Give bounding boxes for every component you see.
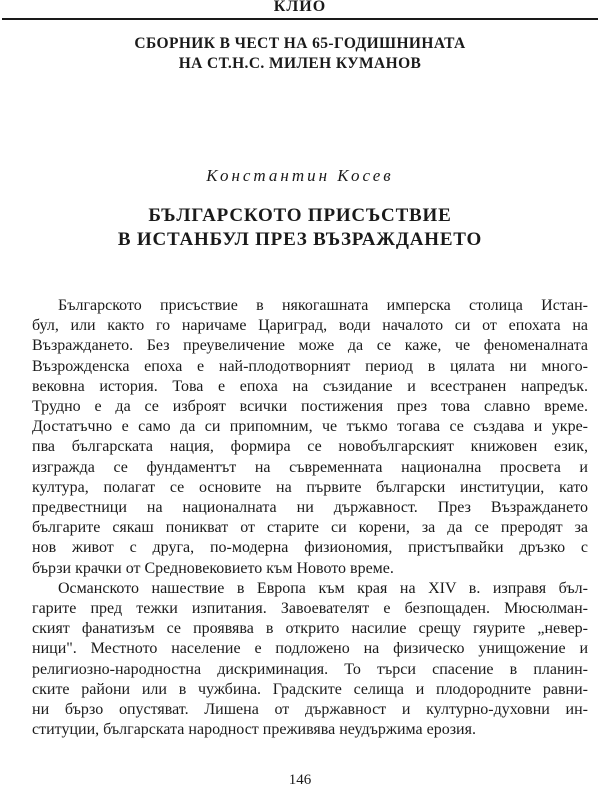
page-number: 146 — [288, 772, 312, 788]
body-line: култура, полагат се основите на първите български институции, като — [32, 478, 588, 496]
body-line: Възраждането. Без преувеличение може да се каже, че феноменалната — [32, 337, 588, 355]
body-line: бързи крачки от Средновековието към Новото време. — [32, 559, 394, 577]
body-line: Българското присъствие в някогашната имперска столица Истан- — [58, 297, 588, 314]
article-title-line: В ИСТАНБУЛ ПРЕЗ ВЪЗРАЖДАНЕТО — [117, 229, 483, 250]
article-body — [32, 296, 588, 740]
header-rule — [2, 18, 598, 20]
body-line: ституции, българската народност преживява неудържима ерозия. — [32, 721, 476, 739]
body-line: ници". Местното население е подложено на физическо унищожение и — [32, 640, 588, 658]
article-title-line: БЪЛГАРСКОТО ПРИСЪСТВИЕ — [148, 205, 452, 226]
body-line: вековна история. Това е епоха на съзидание и всестранен напредък. — [32, 377, 588, 395]
body-line: ският фанатизъм се проявява в открито насилие срещу гяурите „невер- — [32, 620, 588, 638]
body-line: бул, или както го наричаме Цариград, води началото си от епохата на — [32, 317, 588, 335]
collection-title — [0, 34, 600, 74]
body-line: нов живот с друга, по-модерна физиономия, пристъпвайки дръзко с — [32, 539, 588, 557]
body-line: религиозно-народностна дискриминация. То търси спасение в планин- — [32, 660, 588, 678]
article-author: Константин Косев — [206, 166, 394, 185]
collection-title-line: НА СТ.Н.С. МИЛЕН КУМАНОВ — [178, 55, 422, 72]
body-line: Възрожденска епоха е най-плодотворният период в цялата ни многo- — [32, 357, 588, 375]
body-line: гарите пред тежки изпитания. Завоевателят е безпощаден. Мюсюлман- — [32, 600, 588, 618]
body-line: пва българската нация, формира се новобългарският книжовен език, — [32, 438, 588, 456]
body-line: Достатъчно е само да си припомним, че тъкмо тогава се създава и укре- — [32, 418, 588, 436]
body-line: ските райони или в чужбина. Градските селища и плодородните равни- — [32, 680, 588, 698]
running-head: КЛИО — [273, 0, 327, 15]
body-line: Трудно е да се изброят всички постижения през това славно време. — [32, 398, 588, 416]
body-line: Османското нашествие в Европа към края на XIV в. изправя бъл- — [58, 579, 588, 597]
body-line: предвестници на националната ни държавност. През Възраждането — [32, 499, 588, 517]
body-line: българите сякаш поникват от старите си корени, за да се преродят за — [32, 519, 588, 537]
article-title — [0, 204, 600, 252]
body-line: изгражда се фундаментът на съвременната национална просвета и — [32, 458, 588, 476]
body-line: ни бързо опустяват. Лишена от държавност и културно-духовни ин- — [32, 701, 588, 719]
collection-title-line: СБОРНИК В ЧЕСТ НА 65-ГОДИШНИНАТА — [134, 35, 466, 52]
